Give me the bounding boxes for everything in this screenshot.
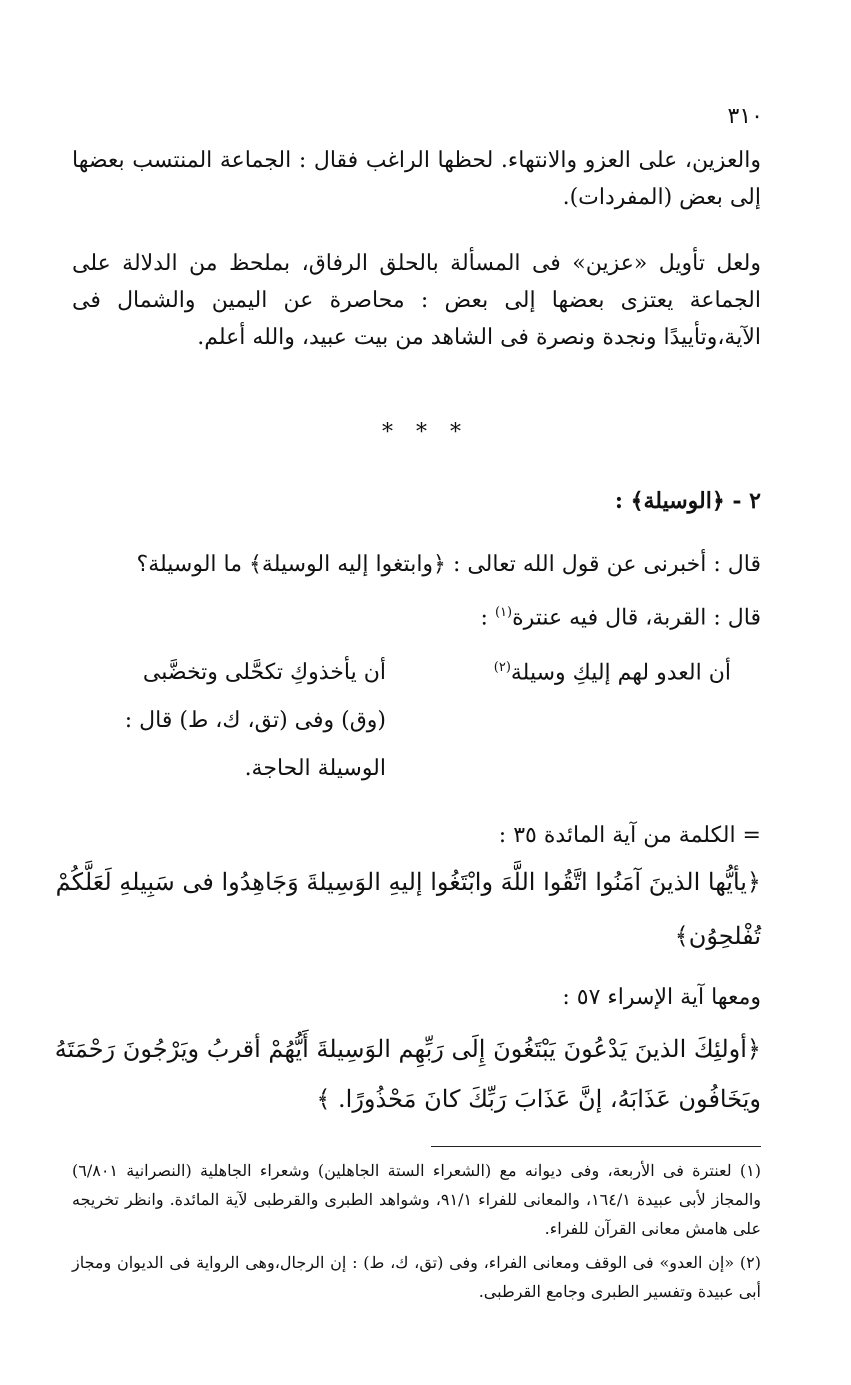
- footnote-divider: [431, 1146, 761, 1147]
- footnote-2: (٢) «إن العدو» فى الوقف ومعانى الفراء، وفى (تق، ك، ط) : إن الرجال،وهى الرواية فى الديوان ومجاز أبى عبيدة وتفسير الطبرى وجامع القرطبى.: [72, 1253, 762, 1301]
- isra-verse-line-2: ويَخَافُون عَذَابَهُ، إنَّ عَذَابَ رَبِّكَ كانَ مَحْذُورًا. ﴾: [316, 1085, 761, 1113]
- maida-intro: = الكلمة من آية المائدة ٣٥ :: [498, 823, 761, 848]
- intro-paragraph-2: ولعل تأويل «عزين» فى المسألة بالحلق الرفاق، بملحظ من الدلالة على الجماعة يعتزى بعضها إلى بعض : محاصرة عن اليمين والشمال فى الآية،وتأييدًا ونجدة ونصرة فى الشاهد من بيت عبيد، والله أعلم.: [72, 251, 761, 350]
- verse-hemistich-2: أن يأخذوكِ تكحَّلى وتخضَّبى: [142, 660, 386, 685]
- qa-line-2-text: قال : القربة، قال فيه عنترة: [512, 605, 761, 631]
- isra-verse-line-1: ﴿أولئِكَ الذينَ يَدْعُونَ يَبْتَغُونَ إِلَى رَبِّهِم الوَسِيلةَ أَيُّهُمْ أقربُ ويَرْجُونَ رَحْمَتَهُ: [54, 1035, 761, 1063]
- verse-hemistich-1: [494, 660, 731, 685]
- footnote-ref-2: (٢): [493, 660, 511, 675]
- maida-verse-line-2: تُفْلحِوُن﴾: [674, 922, 761, 950]
- verse-note-1: (وق) وفى (تق، ك، ط) قال :: [124, 708, 386, 733]
- intro-paragraph-1: والعزين، على العزو والانتهاء. لحظها الراغب فقال : الجماعة المنتسب بعضها إلى بعض (المفردات).: [72, 148, 761, 210]
- isra-intro: ومعها آية الإسراء ٥٧ :: [562, 985, 761, 1010]
- footnote-ref-1: (١): [494, 605, 513, 620]
- section-heading: ٢ - ﴿الوسيلة﴾ :: [614, 488, 761, 514]
- qa-line-2: [72, 605, 761, 630]
- footnote-1: (١) لعنترة فى الأربعة، وفى ديوانه مع (الشعراء الستة الجاهلين) وشعراء الجاهلية (النصرانية ٦/٨٠١) والمجاز لأبى عبيدة ١٦٤/١، والمعانى للفراء ٩١/١، وشواهد الطبرى والقرطبى لآية المائدة. وانظر تخريجه على هامش معانى القرآن للفراء.: [72, 1161, 762, 1238]
- page-number: ٣١٠: [727, 104, 763, 129]
- verse-note-2: الوسيلة الحاجة.: [244, 756, 386, 781]
- qa-line-1: قال : أخبرنى عن قول الله تعالى : ﴿وابتغوا إليه الوسيلة﴾ ما الوسيلة؟: [136, 552, 761, 577]
- qa-line-2-colon: :: [480, 605, 495, 631]
- section-separator: * * *: [382, 420, 469, 445]
- verse-hemistich-1-text: أن العدو لهم إليكِ وسيلة: [510, 660, 731, 686]
- maida-verse-line-1: ﴿يأيُّها الذينَ آمَنُوا اتَّقُوا اللَّهَ وابْتَغُوا إليهِ الوَسِيلةَ وَجَاهِدُوا فى سَبِيلهِ لَعَلَّكُمْ: [55, 868, 761, 896]
